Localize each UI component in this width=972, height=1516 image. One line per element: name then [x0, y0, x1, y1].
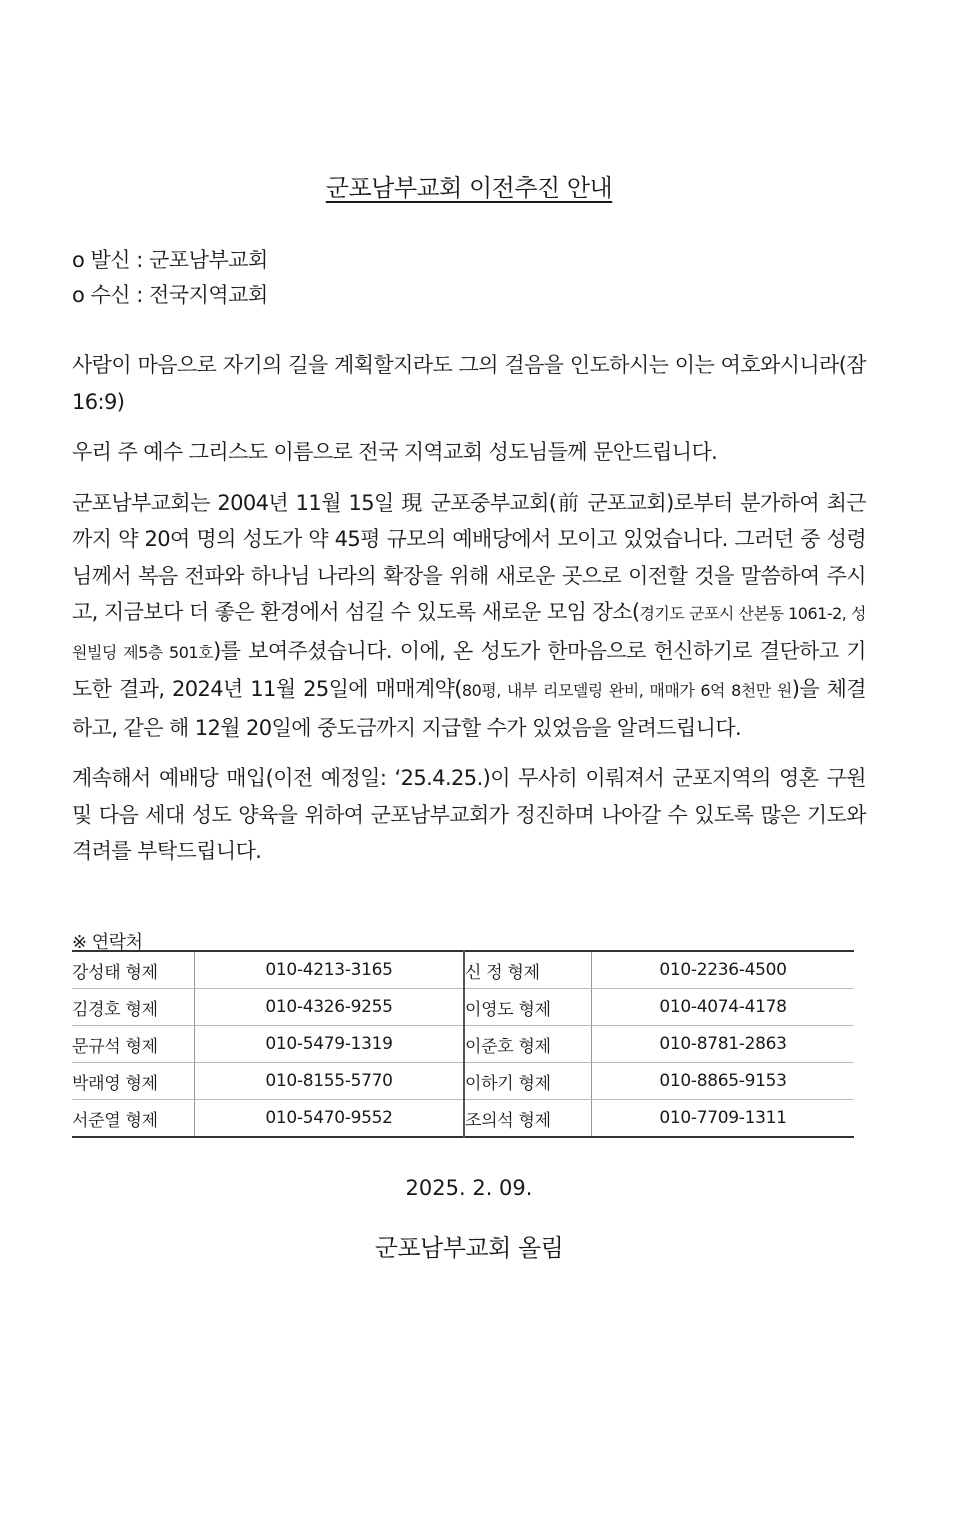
- main-paragraph: [72, 485, 866, 747]
- contact-phone: 010-5470-9552: [195, 1100, 465, 1138]
- document-title: 군포남부교회 이전추진 안내: [325, 174, 613, 202]
- address-text: 경기도 군포시 산본동 1061-2, 성원빌딩 제5층 501호: [72, 604, 866, 662]
- receiver-line: o 수신 : 전국지역교회: [72, 283, 268, 307]
- table-row: [72, 951, 854, 989]
- contact-name: 김경호 형제: [72, 989, 195, 1026]
- greeting-paragraph: 우리 주 예수 그리스도 이름으로 전국 지역교회 성도님들께 문안드립니다.: [72, 440, 718, 464]
- closing-paragraph: 계속해서 예배당 매입(이전 예정일: ‘25.4.25.)이 무사히 이뤄져서 군포지역의 영혼 구원 및 다음 세대 성도 양육을 위하여 군포남부교회가 정진하며 나아갈 수 있도록 많은 기도와 격려를 부탁드립니다.: [72, 766, 866, 863]
- main-text-b: )를 보여주셨습니다. 이에, 온 성도가 한마음으로 헌신하기로 결단하고 기도한 결과, 2024년 11월 25일에 매매계약(: [72, 638, 866, 701]
- main-text-c: )을 체결하고, 같은 해 12월 20일에 중도금까지 지급할 수가 있었음을 알려드립니다.: [72, 677, 866, 740]
- contact-name: 이하기 형제: [464, 1063, 592, 1100]
- table-row: [72, 989, 854, 1026]
- contact-phone: 010-2236-4500: [592, 951, 855, 989]
- contact-phone: 010-7709-1311: [592, 1100, 855, 1138]
- contact-phone: 010-4326-9255: [195, 989, 465, 1026]
- contacts-label: ※ 연락처: [72, 932, 143, 953]
- table-row: [72, 1063, 854, 1100]
- document-date: 2025. 2. 09.: [405, 1176, 533, 1200]
- header-meta: [72, 243, 268, 313]
- signature: 군포남부교회 올림: [374, 1234, 564, 1262]
- contact-name: 강성태 형제: [72, 951, 195, 989]
- main-text-a: 군포남부교회는 2004년 11월 15일 現 군포중부교회(前 군포교회)로부터 분가하여 최근까지 약 20여 명의 성도가 약 45평 규모의 예배당에서 모이고 있었습니다. 그러던 중 성령님께서 복음 전파와 하나님 나라의 확장을 위해 새로운 곳으로 이전할 것을 말씀하여 주시고, 지금보다 더 좋은 환경에서 섬길 수 있도록 새로운 모임 장소(: [72, 490, 866, 624]
- contact-phone: 010-8865-9153: [592, 1063, 855, 1100]
- contact-name: 신 정 형제: [464, 951, 592, 989]
- table-row: [72, 1026, 854, 1063]
- contacts-table: [72, 950, 854, 1138]
- table-row: [72, 1100, 854, 1138]
- contact-name: 조의석 형제: [464, 1100, 592, 1138]
- letter-body: [72, 347, 866, 884]
- contact-phone: 010-5479-1319: [195, 1026, 465, 1063]
- contact-phone: 010-4074-4178: [592, 989, 855, 1026]
- contact-name: 서준열 형제: [72, 1110, 158, 1131]
- contact-phone: 010-8781-2863: [592, 1026, 855, 1063]
- contact-phone: 010-8155-5770: [195, 1063, 465, 1100]
- contact-name: 박래영 형제: [72, 1063, 195, 1100]
- contact-phone: 010-4213-3165: [195, 951, 465, 989]
- contact-name: 이영도 형제: [464, 989, 592, 1026]
- contract-detail-text: 80평, 내부 리모델링 완비, 매매가 6억 8천만 원: [461, 681, 792, 700]
- contact-name: 문규석 형제: [72, 1026, 195, 1063]
- verse-paragraph: 사람이 마음으로 자기의 길을 계획할지라도 그의 걸음을 인도하시는 이는 여호와시니라(잠 16:9): [72, 353, 866, 414]
- contact-name: 이준호 형제: [464, 1026, 592, 1063]
- sender-line: o 발신 : 군포남부교회: [72, 248, 268, 272]
